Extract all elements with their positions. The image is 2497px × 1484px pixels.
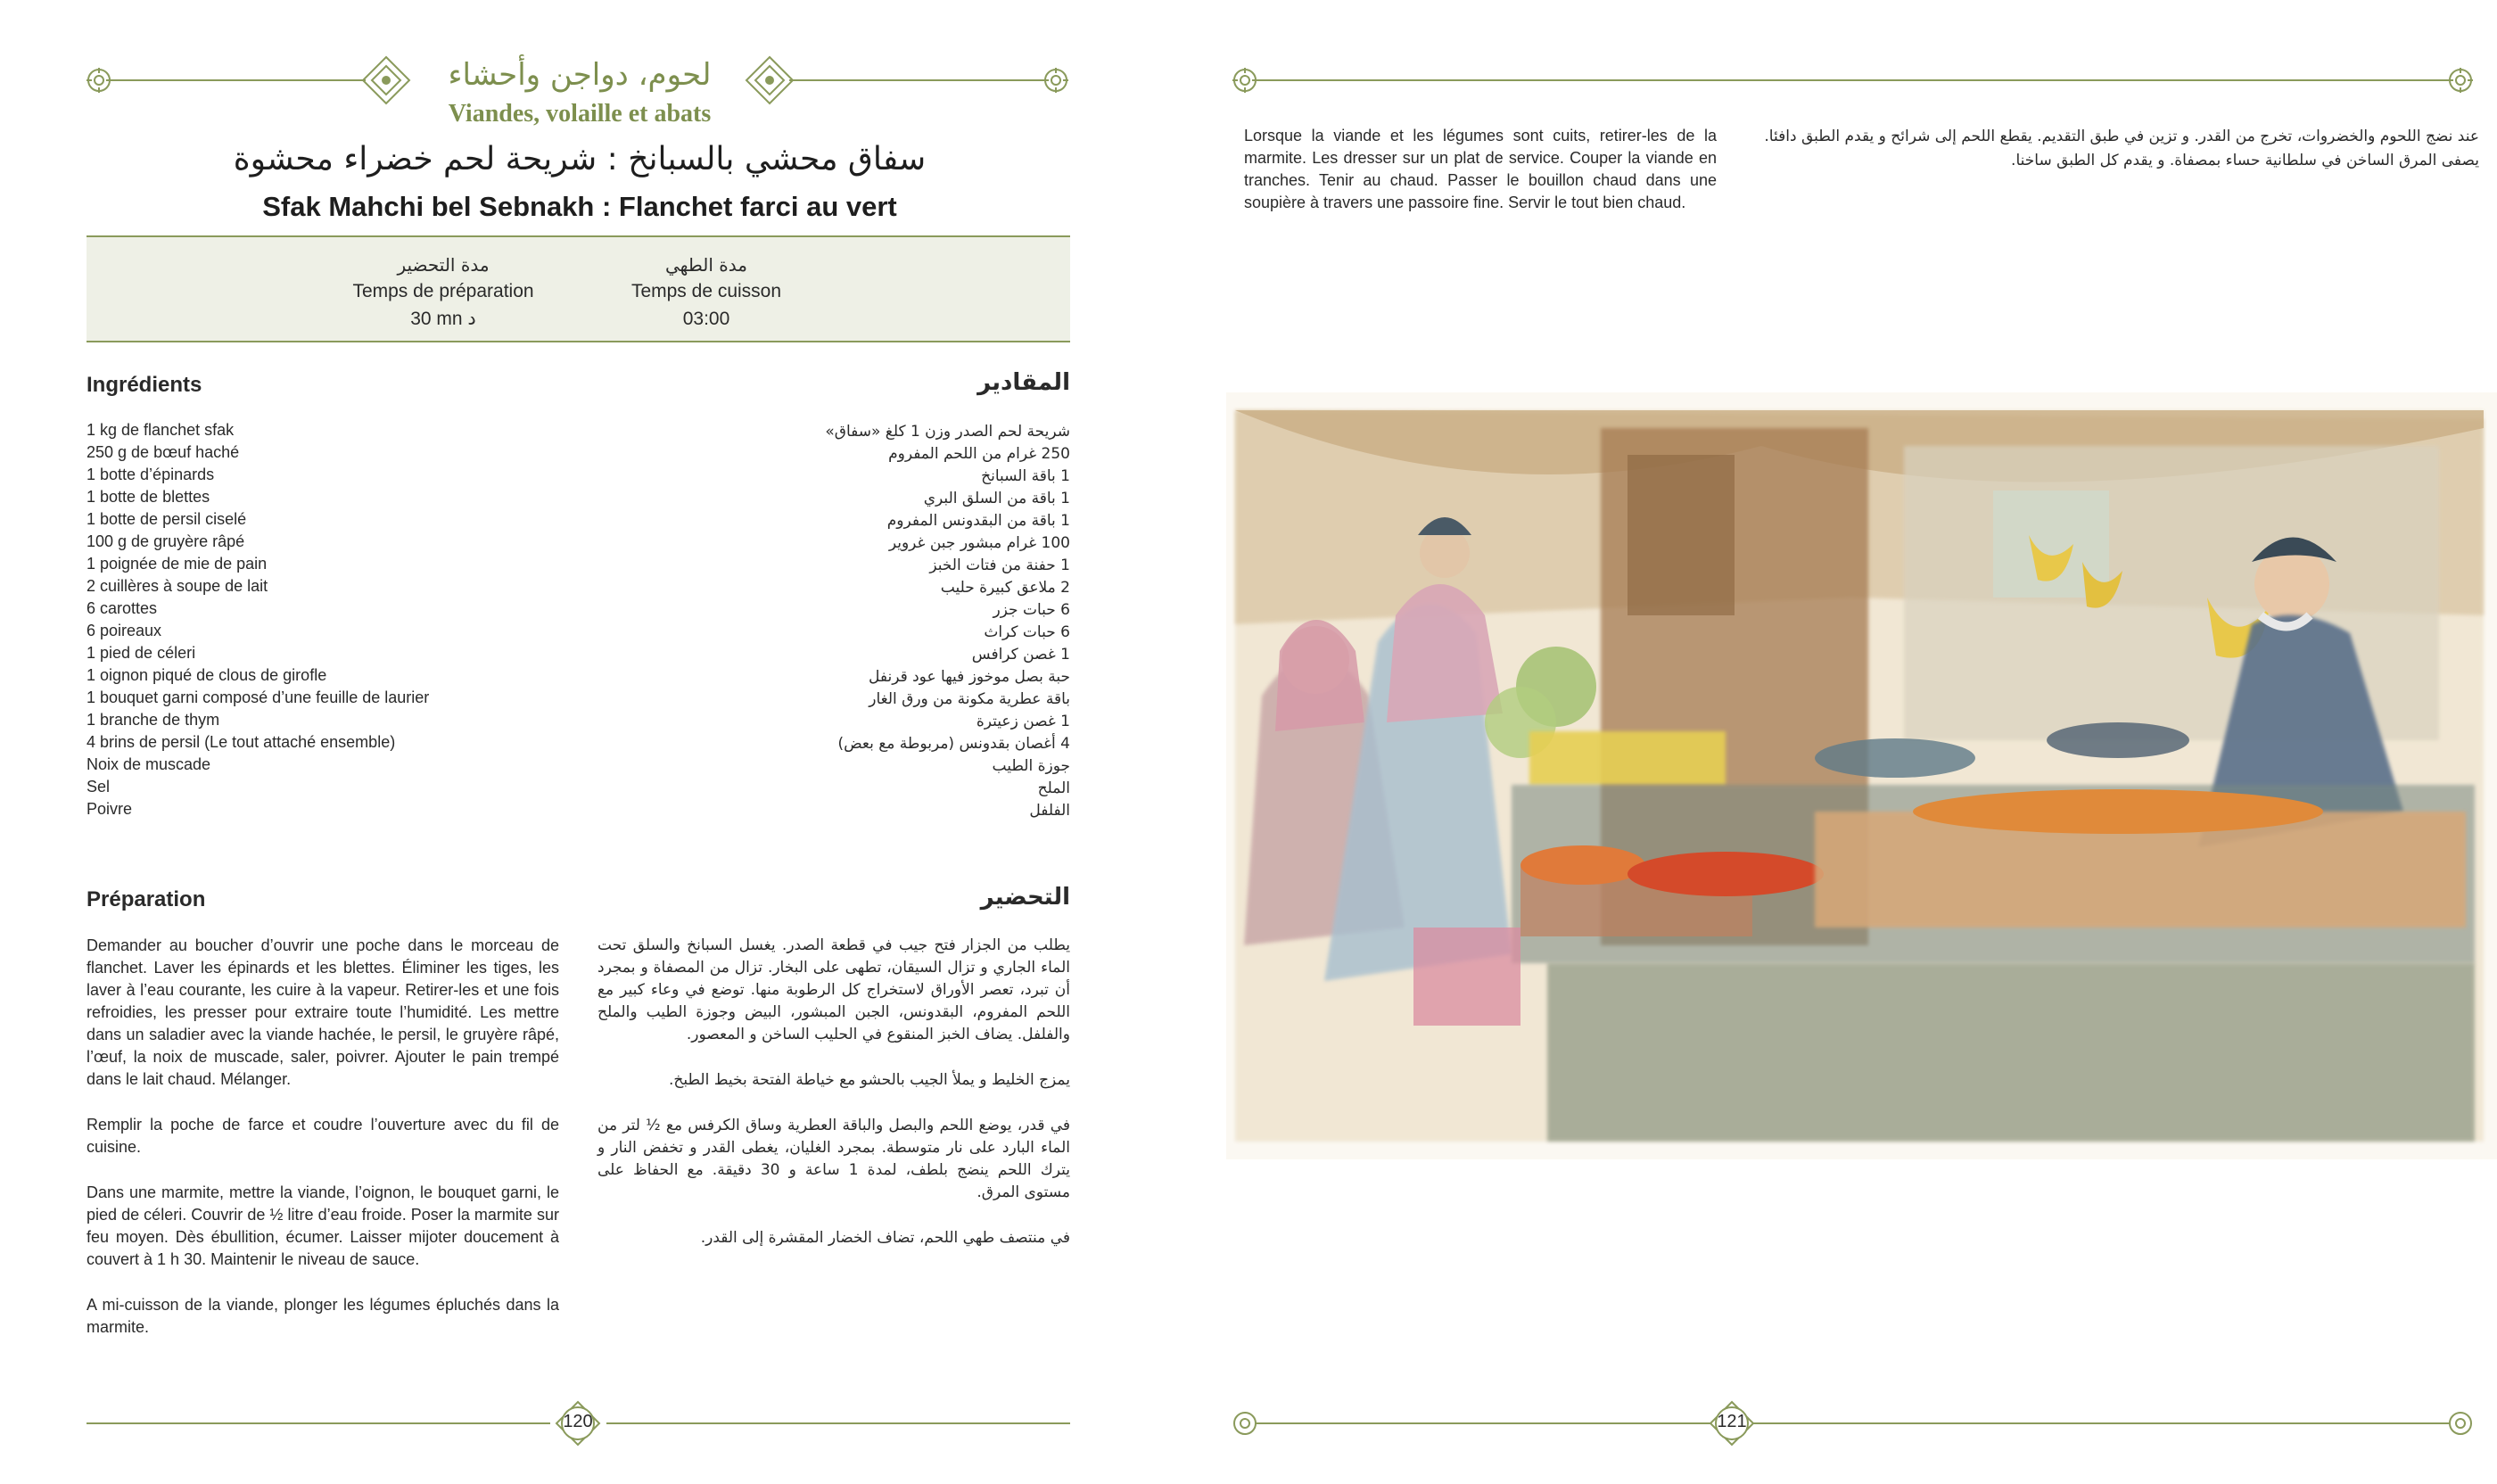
market-scene-illustration xyxy=(1226,392,2497,1159)
ingredient-item: Poivre xyxy=(87,800,133,818)
ingredient-item: 1 غصن زعيترة xyxy=(976,713,1070,730)
preparation-paragraph: في قدر، يوضع اللحم والبصل والباقة العطرية وساق الكرفس مع ½ لتر من الماء البارد على نار متوسطة. بمجرد الغليان، يغطى القدر و تخفض النار و يترك اللحم ينضج بلطف، لمدة 1 ساعة و 30 دقيقة. مع الحفاظ على مستوى المرق. xyxy=(597,1117,1070,1201)
header-rule-left xyxy=(107,79,366,81)
ingredient-item: 2 ملاعق كبيرة حليب xyxy=(940,579,1070,597)
ingredient-item: 1 bouquet garni composé d’une feuille de laurier xyxy=(87,688,430,706)
ornament-flower-icon xyxy=(2446,1409,2475,1438)
ingredient-item: 6 حبات جزر xyxy=(993,601,1070,619)
serving-text-fr: Lorsque la viande et les légumes sont cuits, retirer-les de la marmite. Les dresser sur un plat de service. Couper la viande en tranches. Tenir au chaud. Passer le bouillon chaud dans une soupière à travers une passoire fine. Servir le tout bien chaud. xyxy=(1244,127,1717,211)
ornament-flower-icon xyxy=(1042,66,1070,95)
ornament-flower-icon xyxy=(2446,66,2475,95)
ingredients-list-fr xyxy=(87,419,550,820)
ingredient-item: 1 باقة السبانخ xyxy=(981,467,1070,485)
header-rule xyxy=(1253,79,2452,81)
ingredient-item: 1 botte de blettes xyxy=(87,488,210,506)
preparation-text-ar xyxy=(597,935,1070,1273)
ingredient-item: Noix de muscade xyxy=(87,755,211,773)
prep-time xyxy=(327,251,559,334)
page-number: 120 xyxy=(563,1412,593,1431)
cook-time xyxy=(604,251,809,334)
ingredient-item: 6 poireaux xyxy=(87,622,162,639)
serving-text-ar: عند نضج اللحوم والخضروات، تخرج من القدر. و تزين في طبق التقديم. يقطع اللحم إلى شرائح و يقدم الطبق دافئا. يصفى المرق الساخن في سلطانية حساء بمصفاة. و يقدم كل الطبق ساخنا. xyxy=(1764,128,2479,169)
time-box xyxy=(87,235,1070,342)
ornament-diamond-icon xyxy=(361,55,411,105)
prep-time-value: 30 mn د xyxy=(410,309,476,329)
ingredient-item: 1 pied de céleri xyxy=(87,644,196,662)
preparation-paragraph: يمزج الخليط و يملأ الجيب بالحشو مع خياطة الفتحة بخيط الطبخ. xyxy=(668,1071,1070,1089)
ingredients-heading-ar: المقادير xyxy=(977,369,1070,396)
footer-rule-right xyxy=(606,1422,1070,1424)
ingredient-item: 1 poignée de mie de pain xyxy=(87,555,268,573)
preparation-heading-ar: التحضير xyxy=(980,884,1070,911)
ingredient-item: 2 cuillères à soupe de lait xyxy=(87,577,268,595)
preparation-paragraph: في منتصف طهي اللحم، تضاف الخضار المقشرة إلى القدر. xyxy=(700,1229,1070,1247)
ingredient-item: جوزة الطيب xyxy=(992,757,1070,775)
ingredient-item: 1 غصن كرافس xyxy=(971,646,1070,664)
ingredient-item: الفلفل xyxy=(1029,802,1070,820)
ingredients-list-ar xyxy=(624,421,1070,822)
ornament-flower-icon xyxy=(1231,66,1259,95)
ingredient-item: الملح xyxy=(1037,779,1070,797)
recipe-title-ar: سفاق محشي بالسبانخ : شريحة لحم خضراء محشوة xyxy=(233,141,927,177)
ingredient-item: 100 غرام مبشور جبن غروير xyxy=(888,534,1070,552)
ingredient-item: 100 g de gruyère râpé xyxy=(87,532,245,550)
preparation-paragraph: Remplir la poche de farce et coudre l’ouverture avec du fil de cuisine. xyxy=(87,1116,559,1156)
ingredient-item: شريحة لحم الصدر وزن 1 كلغ «سفاق» xyxy=(825,423,1070,441)
ingredient-item: 1 باقة من البقدونس المفروم xyxy=(886,512,1070,530)
ingredient-item: 4 أغصان بقدونس (مربوطة مع بعض) xyxy=(837,735,1070,753)
header-rule-right xyxy=(789,79,1048,81)
cook-time-label-fr: Temps de cuisson xyxy=(630,281,782,301)
cook-time-label-ar: مدة الطهي xyxy=(665,254,747,276)
ingredient-item: باقة عطرية مكونة من ورق الغار xyxy=(869,690,1070,708)
footer-rule xyxy=(1253,1422,2452,1424)
ingredient-item: 1 حفنة من فتات الخبز xyxy=(929,556,1070,574)
ingredients-heading-fr: Ingrédients xyxy=(87,373,202,397)
ingredient-item: 1 branche de thym xyxy=(87,711,220,729)
ingredient-item: 1 oignon piqué de clous de girofle xyxy=(87,666,327,684)
ingredient-item: 250 غرام من اللحم المفروم xyxy=(888,445,1070,463)
preparation-paragraph: Dans une marmite, mettre la viande, l’oignon, le bouquet garni, le pied de céleri. Couvrir de ½ litre d’eau froide. Poser la marmite sur feu moyen. Dès ébullition, écumer. Laisser mijoter doucement à couvert à 1 h 30. Maintenir le niveau de sauce. xyxy=(87,1183,559,1268)
ingredient-item: 250 g de bœuf haché xyxy=(87,443,240,461)
chapter-title-ar: لحوم، دواجن وأحشاء xyxy=(448,57,712,93)
ornament-flower-icon xyxy=(85,66,113,95)
ingredient-item: 1 kg de flanchet sfak xyxy=(87,421,235,439)
prep-time-label-ar: مدة التحضير xyxy=(397,254,490,276)
ingredient-item: 1 botte de persil ciselé xyxy=(87,510,247,528)
preparation-paragraph: Demander au boucher d’ouvrir une poche dans le morceau de flanchet. Laver les épinards et les blettes. Éliminer les tiges, les laver à l’eau courante, les cuire à la vapeur. Retirer-les et une fois refroidies, les presser pour extraire toute l’humidité. Les mettre dans un saladier avec la viande hachée, le persil, le gruyère râpé, l’œuf, la noix de muscade, saler, poivrer. Ajouter le pain trempé dans le lait chaud. Mélanger. xyxy=(87,936,559,1088)
ingredient-item: Sel xyxy=(87,778,111,796)
recipe-title-fr: Sfak Mahchi bel Sebnakh : Flanchet farci au vert xyxy=(262,191,897,222)
left-page xyxy=(0,0,1141,1484)
page-number: 121 xyxy=(1717,1412,1747,1431)
ornament-diamond-icon xyxy=(745,55,795,105)
ingredient-item: حبة بصل موخوز فيها عود قرنفل xyxy=(869,668,1070,686)
footer-rule-left xyxy=(87,1422,550,1424)
preparation-paragraph: A mi-cuisson de la viande, plonger les légumes épluchés dans la marmite. xyxy=(87,1296,559,1336)
ingredient-item: 4 brins de persil (Le tout attaché ensemble) xyxy=(87,733,396,751)
prep-time-label-fr: Temps de préparation xyxy=(352,281,534,301)
preparation-text-fr xyxy=(87,935,559,1362)
ingredient-item: 1 باقة من السلق البري xyxy=(923,490,1070,507)
right-page xyxy=(1141,0,2479,1484)
preparation-heading-fr: Préparation xyxy=(87,887,206,911)
ingredient-item: 6 carottes xyxy=(87,599,158,617)
preparation-paragraph: يطلب من الجزار فتح جيب في قطعة الصدر. يغسل السبانخ والسلق تحت الماء الجاري و تزال السيقان، تطهى على البخار. تزال من المصفاة و بمجرد أن تبرد، تعصر الأوراق لاستخراج كل الرطوبة منها. توضع في وعاء كبير مع اللحم المفروم، البقدونس، الجبن المبشور، البيض وجوزة الطيب والملح والفلفل. يضاف الخبز المنقوع في الحليب الساخن و المعصور. xyxy=(597,936,1070,1043)
ornament-flower-icon xyxy=(1231,1409,1259,1438)
cook-time-value: 03:00 xyxy=(682,309,730,329)
chapter-title-fr: Viandes, volaille et abats xyxy=(448,100,712,128)
ingredient-item: 1 botte d’épinards xyxy=(87,466,215,483)
ingredient-item: 6 حبات كراث xyxy=(984,623,1070,641)
